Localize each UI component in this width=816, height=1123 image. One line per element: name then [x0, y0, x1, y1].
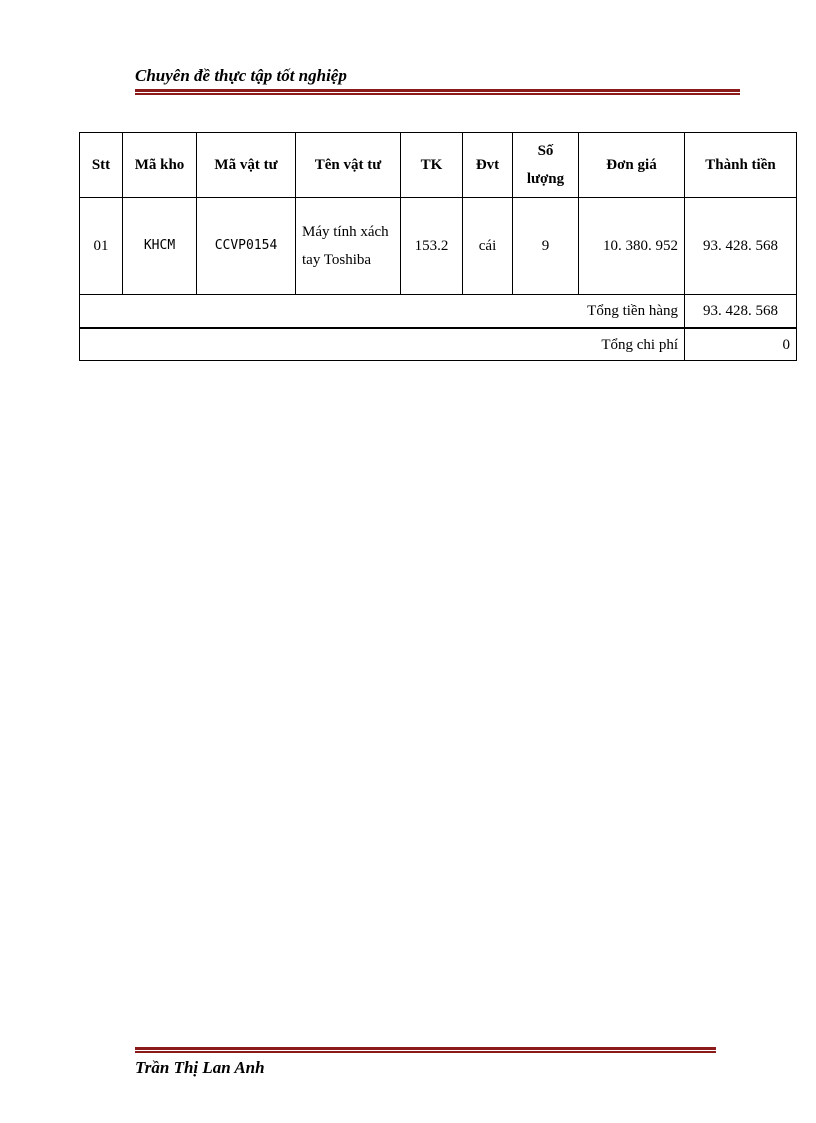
footer-rule — [135, 1047, 716, 1054]
col-header-so-luong: Số lượng — [513, 133, 579, 198]
cell-so-luong: 9 — [513, 198, 579, 295]
cell-stt: 01 — [80, 198, 123, 295]
col-header-ten-vat-tu: Tên vật tư — [296, 133, 401, 198]
header-rule — [135, 89, 740, 96]
total-goods-value: 93. 428. 568 — [685, 295, 797, 329]
total-goods-label: Tổng tiền hàng — [80, 295, 685, 329]
total-goods-row — [80, 295, 797, 329]
invoice-table — [79, 132, 797, 361]
cell-ma-vat-tu: CCVP0154 — [197, 198, 296, 295]
cell-dvt: cái — [463, 198, 513, 295]
col-header-tk: TK — [401, 133, 463, 198]
cell-tk: 153.2 — [401, 198, 463, 295]
total-cost-label: Tổng chi phí — [80, 328, 685, 361]
total-cost-row — [80, 328, 797, 361]
table-header-row — [80, 133, 797, 198]
cell-thanh-tien: 93. 428. 568 — [685, 198, 797, 295]
col-header-ma-kho: Mã kho — [123, 133, 197, 198]
total-cost-value: 0 — [685, 328, 797, 361]
col-header-stt: Stt — [80, 133, 123, 198]
table-row — [80, 198, 797, 295]
footer-author: Trần Thị Lan Anh — [135, 1058, 265, 1077]
page-header-title: Chuyên đề thực tập tốt nghiệp — [135, 66, 347, 85]
cell-don-gia: 10. 380. 952 — [579, 198, 685, 295]
col-header-don-gia: Đơn giá — [579, 133, 685, 198]
col-header-thanh-tien: Thành tiền — [685, 133, 797, 198]
cell-ma-kho: KHCM — [123, 198, 197, 295]
col-header-dvt: Đvt — [463, 133, 513, 198]
col-header-ma-vat-tu: Mã vật tư — [197, 133, 296, 198]
cell-ten-vat-tu: Máy tính xách tay Toshiba — [296, 198, 401, 295]
